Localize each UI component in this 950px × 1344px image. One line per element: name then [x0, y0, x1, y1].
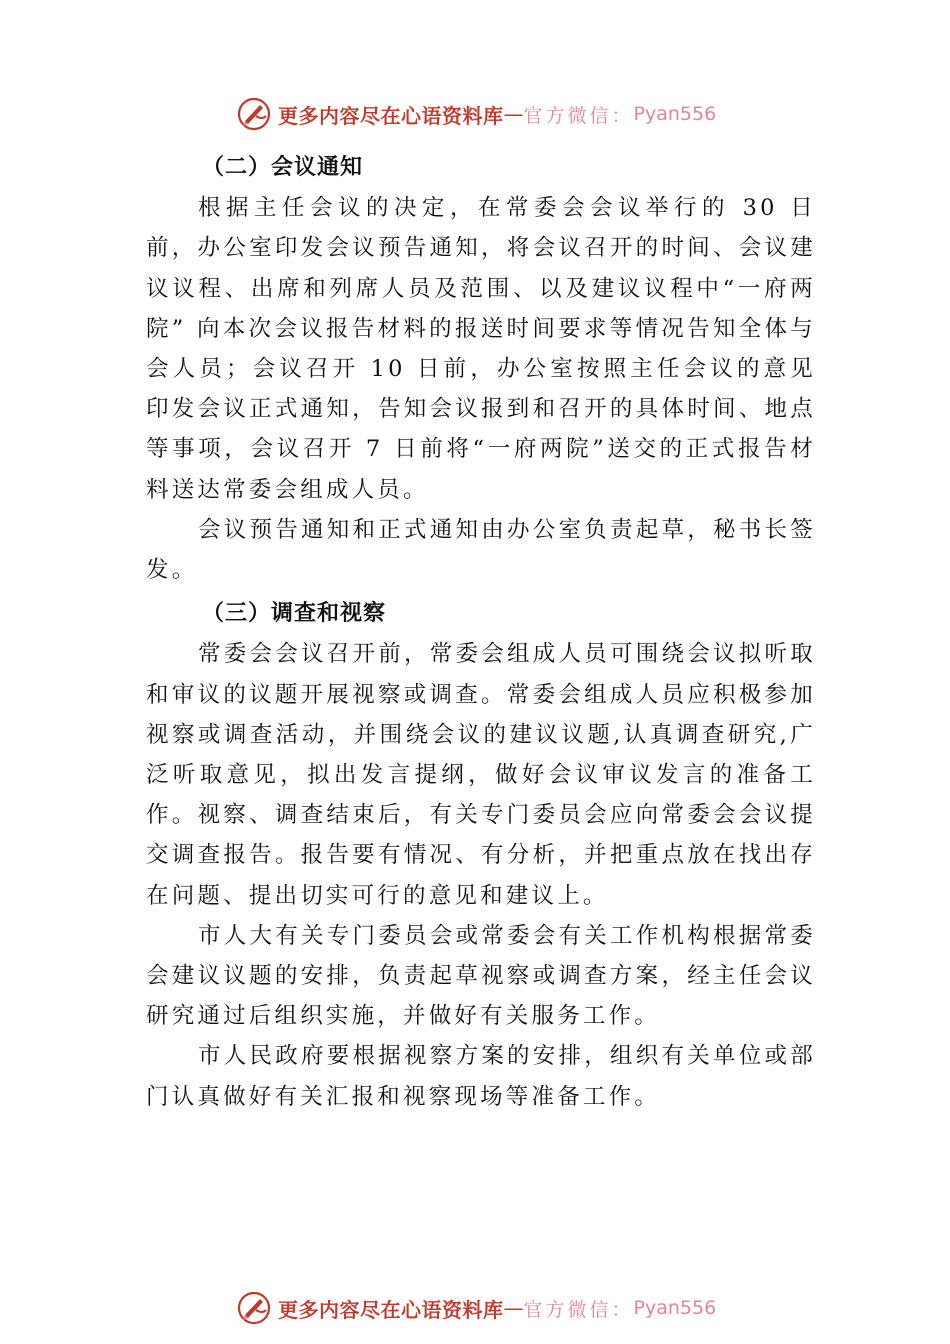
watermark-text: 更多内容尽在心语资料库	[278, 1297, 504, 1322]
watermark-wechat-id: Pyan556	[633, 103, 717, 125]
document-body	[146, 148, 816, 1117]
pen-logo-icon	[236, 96, 272, 132]
watermark-wechat-label: 官方微信：	[523, 104, 634, 127]
paragraph: 根据主任会议的决定，在常委会会议举行的 30 日前，办公室印发会议预告通知，将会议召开的时间、会议建议议程、出席和列席人员及范围、以及建议议程中“一府两院” 向本次会议报告材料的报送时间要求等情况告知全体与会人员；会议召开 10 日前，办公室按照主任会议的意见印发会议正式通知，告知会议报到和召开的具体时间、地点等事项，会议召开 7 日前将“一府两院”送交的正式报告材料送达常委会组成人员。	[146, 195, 816, 503]
pen-logo-icon	[236, 1290, 272, 1326]
watermark-dash: —	[503, 1296, 524, 1320]
watermark-wechat-id: Pyan556	[633, 1297, 717, 1319]
header-watermark	[236, 96, 716, 132]
paragraph: 市人大有关专门委员会或常委会有关工作机构根据常委会建议议题的安排，负责起草视察或调查方案，经主任会议研究通过后组织实施，并做好有关服务工作。	[146, 922, 816, 1030]
section-heading: （三）调查和视察	[202, 601, 387, 627]
watermark-text: 更多内容尽在心语资料库	[278, 103, 504, 128]
footer-watermark	[236, 1290, 716, 1326]
paragraph: 常委会会议召开前，常委会组成人员可围绕会议拟听取和审议的议题开展视察或调查。常委会组成人员应积极参加视察或调查活动，并围绕会议的建议议题,认真调查研究,广泛听取意见，拟出发言提纲，做好会议审议发言的准备工作。视察、调查结束后，有关专门委员会应向常委会会议提交调查报告。报告要有情况、有分析，并把重点放在找出存在问题、提出切实可行的意见和建议上。	[146, 641, 816, 909]
paragraph: 会议预告通知和正式通知由办公室负责起草，秘书长签发。	[146, 516, 816, 584]
paragraph: 市人民政府要根据视察方案的安排，组织有关单位或部门认真做好有关汇报和视察现场等准备工作。	[146, 1043, 816, 1110]
section-heading: （二）会议通知	[202, 155, 364, 180]
watermark-dash: —	[503, 102, 524, 126]
watermark-wechat-label: 官方微信：	[523, 1298, 634, 1321]
